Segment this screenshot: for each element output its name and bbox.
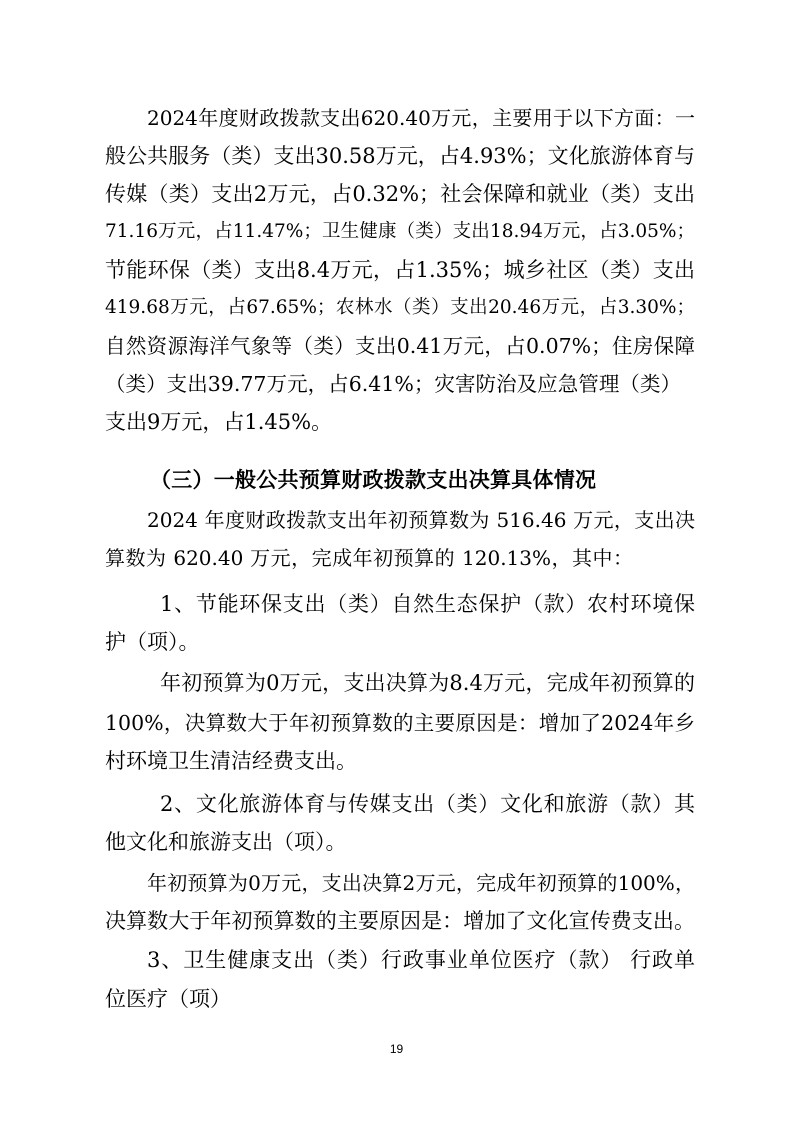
text-line: （类）支出39.77万元，占6.41%；灾害防治及应急管理（类）: [105, 372, 681, 396]
text-line: 2024年度财政拨款支出620.40万元，主要用于以下方面：一: [147, 106, 695, 130]
text-line: 节能环保（类）支出8.4万元，占1.35%；城乡社区（类）支出: [105, 258, 695, 282]
text-line: 传媒（类）支出2万元，占0.32%；社会保障和就业（类）支出: [105, 182, 695, 206]
text-line: 年初预算为0万元，支出决算为8.4万元，完成年初预算的: [160, 671, 695, 695]
text-line: 2024 年度财政拨款支出年初预算数为 516.46 万元，支出决: [147, 508, 695, 532]
text-line: 位医疗（项）: [105, 987, 231, 1011]
text-line: 般公共服务（类）支出30.58万元，占4.93%；文化旅游体育与: [105, 144, 695, 168]
section-heading: （三）一般公共预算财政拨款支出决算具体情况: [150, 468, 596, 492]
text-line: 他文化和旅游支出（项）。: [105, 830, 347, 854]
text-line: 算数为 620.40 万元，完成年初预算的 120.13%，其中：: [105, 546, 633, 570]
page-number: 19: [389, 1042, 404, 1056]
text-line: 2、文化旅游体育与传媒支出（类）文化和旅游（款）其: [160, 792, 695, 816]
text-line: 419.68万元，占67.65%；农林水（类）支出20.46万元，占3.30%；: [105, 297, 695, 318]
text-line: 年初预算为0万元，支出决算2万元，完成年初预算的100%，: [147, 871, 695, 895]
text-line: 支出9万元，占1.45%。: [105, 410, 333, 434]
text-line: 100%，决算数大于年初预算数的主要原因是：增加了2024年乡: [105, 711, 695, 735]
text-line: 71.16万元，占11.47%；卫生健康（类）支出18.94万元，占3.05%；: [105, 221, 695, 242]
text-line: 1、节能环保支出（类）自然生态保护（款）农村环境保: [160, 592, 695, 616]
text-line: 护（项）。: [105, 630, 200, 654]
text-line: 3、卫生健康支出（类）行政事业单位医疗（款） 行政单: [147, 948, 695, 972]
text-line: 决算数大于年初预算数的主要原因是：增加了文化宣传费支出。: [105, 909, 695, 933]
text-line: 自然资源海洋气象等（类）支出0.41万元，占0.07%；住房保障: [105, 334, 695, 358]
text-line: 村环境卫生清洁经费支出。: [105, 749, 357, 773]
